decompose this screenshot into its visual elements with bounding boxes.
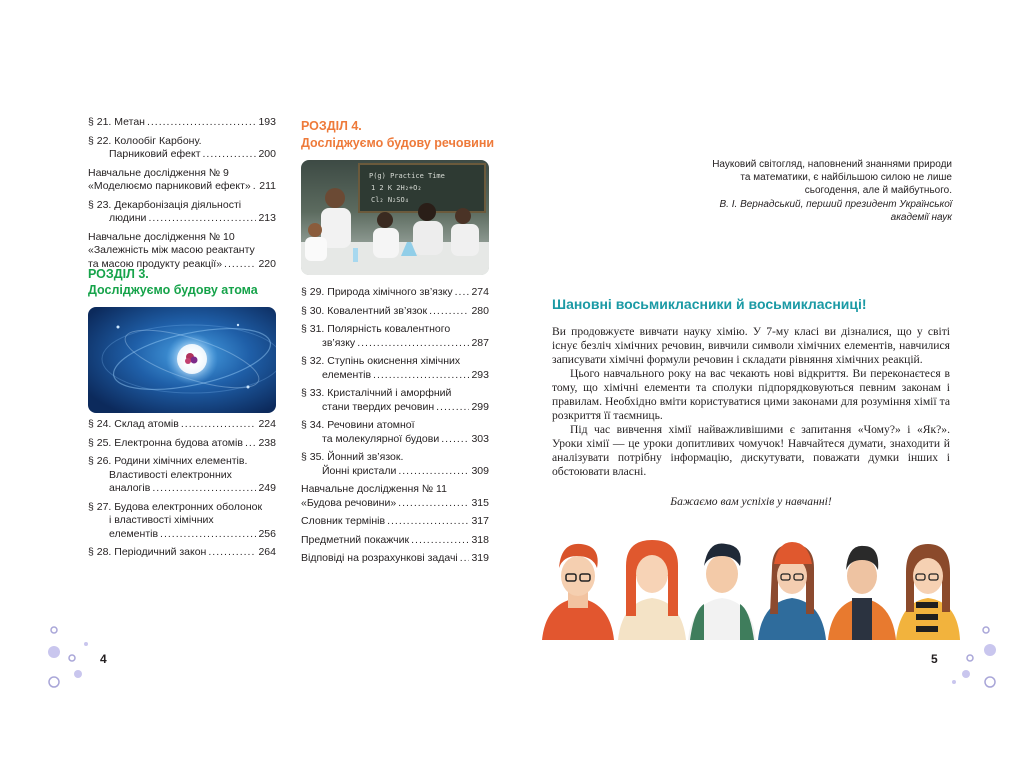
toc-entry xyxy=(301,483,489,510)
toc-entry xyxy=(301,515,489,529)
toc-entry xyxy=(301,534,489,548)
toc-line xyxy=(88,514,276,528)
toc-line-text: § 29. Природа хімічного зв’язку xyxy=(301,286,453,298)
toc-entry xyxy=(301,552,489,566)
toc-line-text: зв’язку xyxy=(322,336,356,349)
toc-page-number: 213 xyxy=(258,212,276,224)
toc-leader-dots xyxy=(208,546,256,560)
toc-line xyxy=(301,451,489,465)
toc-entry xyxy=(88,135,276,162)
toc-leader-dots xyxy=(411,534,469,548)
toc-page-number: 274 xyxy=(471,286,489,298)
toc-line-text: Навчальне дослідження № 10 xyxy=(88,230,235,243)
intro-paragraph-1: Ви продовжуєте вивчати науку хімію. У 7-му класі ви дізналися, що у світі існує безліч хімічних речовин, вивчили символи хімічних елементів, навчилися записувати хімічні формули речовин і складати рівняння хімічних реакцій. xyxy=(552,325,950,366)
toc-leader-dots xyxy=(436,401,469,415)
toc-page-number: 256 xyxy=(258,527,276,540)
atom-icon xyxy=(88,307,276,413)
toc-leader-dots xyxy=(460,552,470,566)
toc-line-text: § 34. Речовини атомної xyxy=(301,419,415,431)
toc-line xyxy=(88,469,276,483)
toc-page-number: 309 xyxy=(471,464,489,477)
toc-line-text: аналогів xyxy=(109,482,151,494)
toc-left-top xyxy=(88,116,276,276)
toc-page-number: 249 xyxy=(258,482,276,494)
toc-line xyxy=(88,418,276,432)
toc-line xyxy=(301,323,489,337)
toc-entry xyxy=(301,451,489,478)
toc-line-text: Парниковий ефект xyxy=(109,148,201,160)
toc-line xyxy=(88,528,276,542)
toc-leader-dots xyxy=(147,116,257,130)
toc-page-number: 211 xyxy=(259,180,276,192)
page-number-right: 5 xyxy=(931,652,938,666)
toc-line xyxy=(301,433,489,447)
toc-line-text: § 22. Колообіг Карбону. xyxy=(88,134,202,147)
toc-page-number: 264 xyxy=(258,546,276,558)
student-3-icon xyxy=(688,543,756,640)
toc-leader-dots xyxy=(398,497,469,511)
student-1-icon xyxy=(542,544,614,640)
toc-line xyxy=(301,337,489,351)
toc-line-text: § 26. Родини хімічних елементів. xyxy=(88,455,248,467)
toc-entry xyxy=(301,286,489,300)
toc-line-text: § 32. Ступінь окиснення хімічних xyxy=(301,355,461,367)
toc-leader-dots xyxy=(253,180,258,194)
toc-line xyxy=(88,546,276,560)
toc-line xyxy=(301,387,489,401)
toc-line xyxy=(301,369,489,383)
toc-line xyxy=(88,148,276,162)
toc-leader-dots xyxy=(441,433,469,447)
toc-line-text: § 30. Ковалентний зв’язок xyxy=(301,304,428,317)
toc-line xyxy=(301,305,489,319)
toc-line xyxy=(301,401,489,415)
toc-line xyxy=(301,465,489,479)
toc-line xyxy=(301,515,489,529)
toc-page-number: 224 xyxy=(258,418,276,430)
lab-scene-icon xyxy=(301,160,489,275)
toc-leader-dots xyxy=(148,212,256,226)
toc-leader-dots xyxy=(455,286,470,300)
toc-entry xyxy=(301,419,489,446)
toc-line-text: елементів xyxy=(109,527,159,540)
toc-entry xyxy=(301,355,489,382)
toc-entry xyxy=(88,418,276,432)
toc-line-text: і властивості хімічних xyxy=(109,514,214,526)
toc-page-number: 220 xyxy=(258,257,276,270)
toc-entry xyxy=(88,501,276,542)
toc-leader-dots xyxy=(387,515,469,529)
toc-page-number: 293 xyxy=(471,368,489,381)
toc-page-number: 200 xyxy=(258,148,276,160)
toc-line xyxy=(301,355,489,369)
toc-line-text: § 28. Періодичний закон xyxy=(88,546,207,558)
toc-leader-dots xyxy=(245,437,257,451)
toc-page-number: 318 xyxy=(471,533,489,546)
svg-text:Cl₂ N₂SO₄: Cl₂ N₂SO₄ xyxy=(371,196,409,204)
wish-line: Бажаємо вам успіхів у навчанні! xyxy=(670,495,832,508)
toc-page-number: 287 xyxy=(471,336,489,349)
section3-label: РОЗДІЛ 3. xyxy=(88,267,149,281)
toc-line xyxy=(88,437,276,451)
section3-header xyxy=(88,266,258,298)
toc-line-text: елементів xyxy=(322,368,372,381)
quote-author: В. І. Вернадський, перший президент Української академії наук xyxy=(719,199,952,223)
toc-left-bottom xyxy=(88,418,276,565)
decorative-dots-right-icon xyxy=(946,622,1006,692)
toc-leader-dots xyxy=(160,528,256,542)
toc-entry xyxy=(88,455,276,496)
toc-line xyxy=(88,482,276,496)
quote-text: Науковий світогляд, наповнений знаннями природи та математики, є найбільшою силою не лише сьогодення, але й майбутнього. xyxy=(712,159,952,196)
intro-paragraph-2: Цього навчального року на вас чекають нові відкриття. Ви переконаєтеся в тому, що хімічні елементи та сполуки підпорядковуються певним законам і правилам. Необхідно вміти користуватися цими законами для розуміння хімії та розкриття її таємниць. xyxy=(552,367,950,422)
toc-line-text: Відповіді на розрахункові задачі xyxy=(301,552,458,564)
toc-line xyxy=(301,419,489,433)
toc-line-text: § 24. Склад атомів xyxy=(88,418,179,430)
toc-line-text: § 21. Метан xyxy=(88,116,145,128)
student-5-icon xyxy=(828,546,896,640)
toc-line-text: «Будова речовини» xyxy=(301,496,397,509)
toc-line xyxy=(88,116,276,130)
toc-leader-dots xyxy=(373,369,469,383)
toc-entry xyxy=(301,305,489,319)
toc-line-text: § 23. Декарбонізація діяльності xyxy=(88,198,242,211)
page-number-left: 4 xyxy=(100,652,107,666)
toc-line xyxy=(88,212,276,226)
toc-line-text: Словник термінів xyxy=(301,515,386,527)
toc-line-text: стани твердих речовин xyxy=(322,400,435,413)
toc-leader-dots xyxy=(398,465,469,479)
student-4-icon xyxy=(758,542,826,640)
students-illustration xyxy=(540,538,960,640)
toc-entry xyxy=(88,199,276,226)
svg-text:1 2 K 2H₂+O₂: 1 2 K 2H₂+O₂ xyxy=(371,184,422,192)
toc-line-text: «Залежність між масою реактанту xyxy=(88,244,255,256)
toc-page-number: 280 xyxy=(471,304,489,317)
toc-line xyxy=(88,180,276,194)
greeting-heading: Шановні восьмикласники й восьмикласниці! xyxy=(552,296,867,312)
lab-photo xyxy=(301,160,489,275)
toc-line xyxy=(88,455,276,469)
toc-line xyxy=(301,497,489,511)
toc-leader-dots xyxy=(152,482,256,496)
toc-entry xyxy=(88,231,276,272)
intro-paragraph-3: Під час вивчення хімії найважливішими є запитання «Чому?» і «Як?». Уроки хімії — це уроки допитливих чомучок! Навчайтеся думати, знаходити й аналізувати потрібну інформацію, дискутувати, поважати думки інших і обстоювати власні. xyxy=(552,423,950,478)
toc-page-number: 317 xyxy=(471,515,489,527)
toc-line-text: та масою продукту реакції» xyxy=(88,257,223,270)
toc-line xyxy=(301,552,489,566)
toc-line xyxy=(301,286,489,300)
toc-entry xyxy=(301,387,489,414)
toc-line-text: Предметний покажчик xyxy=(301,533,410,546)
toc-line-text: Властивості електронних xyxy=(109,468,232,481)
toc-line-text: «Моделюємо парниковий ефект» xyxy=(88,180,251,192)
toc-line-text: Навчальне дослідження № 9 xyxy=(88,166,229,179)
toc-entry xyxy=(301,323,489,350)
toc-leader-dots xyxy=(357,337,469,351)
toc-line xyxy=(301,534,489,548)
toc-leader-dots xyxy=(203,148,257,162)
atom-illustration xyxy=(88,307,276,413)
section4-header xyxy=(301,118,494,152)
toc-line-text: § 33. Кристалічний і аморфний xyxy=(301,387,452,399)
toc-leader-dots xyxy=(181,418,257,432)
toc-leader-dots xyxy=(429,305,469,319)
toc-line-text: § 25. Електронна будова атомів xyxy=(88,436,243,449)
toc-line xyxy=(88,231,276,245)
toc-line-text: Навчальне дослідження № 11 xyxy=(301,483,447,495)
toc-page-number: 299 xyxy=(471,400,489,413)
intro-text xyxy=(552,325,950,479)
toc-line-text: та молекулярної будови xyxy=(322,432,440,445)
toc-page-number: 303 xyxy=(471,432,489,445)
toc-entry xyxy=(88,116,276,130)
svg-text:P(g) Practice Time: P(g) Practice Time xyxy=(369,172,445,180)
toc-entry xyxy=(88,546,276,560)
toc-line-text: § 27. Будова електронних оболонок xyxy=(88,500,263,513)
toc-page-number: 319 xyxy=(471,552,489,564)
toc-line xyxy=(88,135,276,149)
section3-title: Досліджуємо будову атома xyxy=(88,283,258,297)
toc-page-number: 315 xyxy=(471,496,489,509)
toc-line-text: § 31. Полярність ковалентного xyxy=(301,323,451,335)
section4-label: РОЗДІЛ 4. xyxy=(301,119,362,133)
student-2-icon xyxy=(618,540,686,640)
section4-title: Досліджуємо будову речовини xyxy=(301,136,495,150)
toc-line-text: людини xyxy=(109,212,147,224)
toc-entry xyxy=(88,437,276,451)
toc-line-text: § 35. Йонний зв’язок. xyxy=(301,451,404,463)
toc-page-number: 238 xyxy=(258,436,276,449)
toc-line xyxy=(88,199,276,213)
toc-line xyxy=(88,501,276,515)
toc-line-text: Йонні кристали xyxy=(322,464,397,477)
epigraph-quote xyxy=(712,158,952,224)
toc-entry xyxy=(88,167,276,194)
toc-page-number: 193 xyxy=(258,116,276,128)
toc-line xyxy=(301,483,489,497)
toc-middle xyxy=(301,286,489,571)
decorative-dots-left-icon xyxy=(40,622,100,692)
toc-line xyxy=(88,167,276,181)
toc-line xyxy=(88,244,276,258)
